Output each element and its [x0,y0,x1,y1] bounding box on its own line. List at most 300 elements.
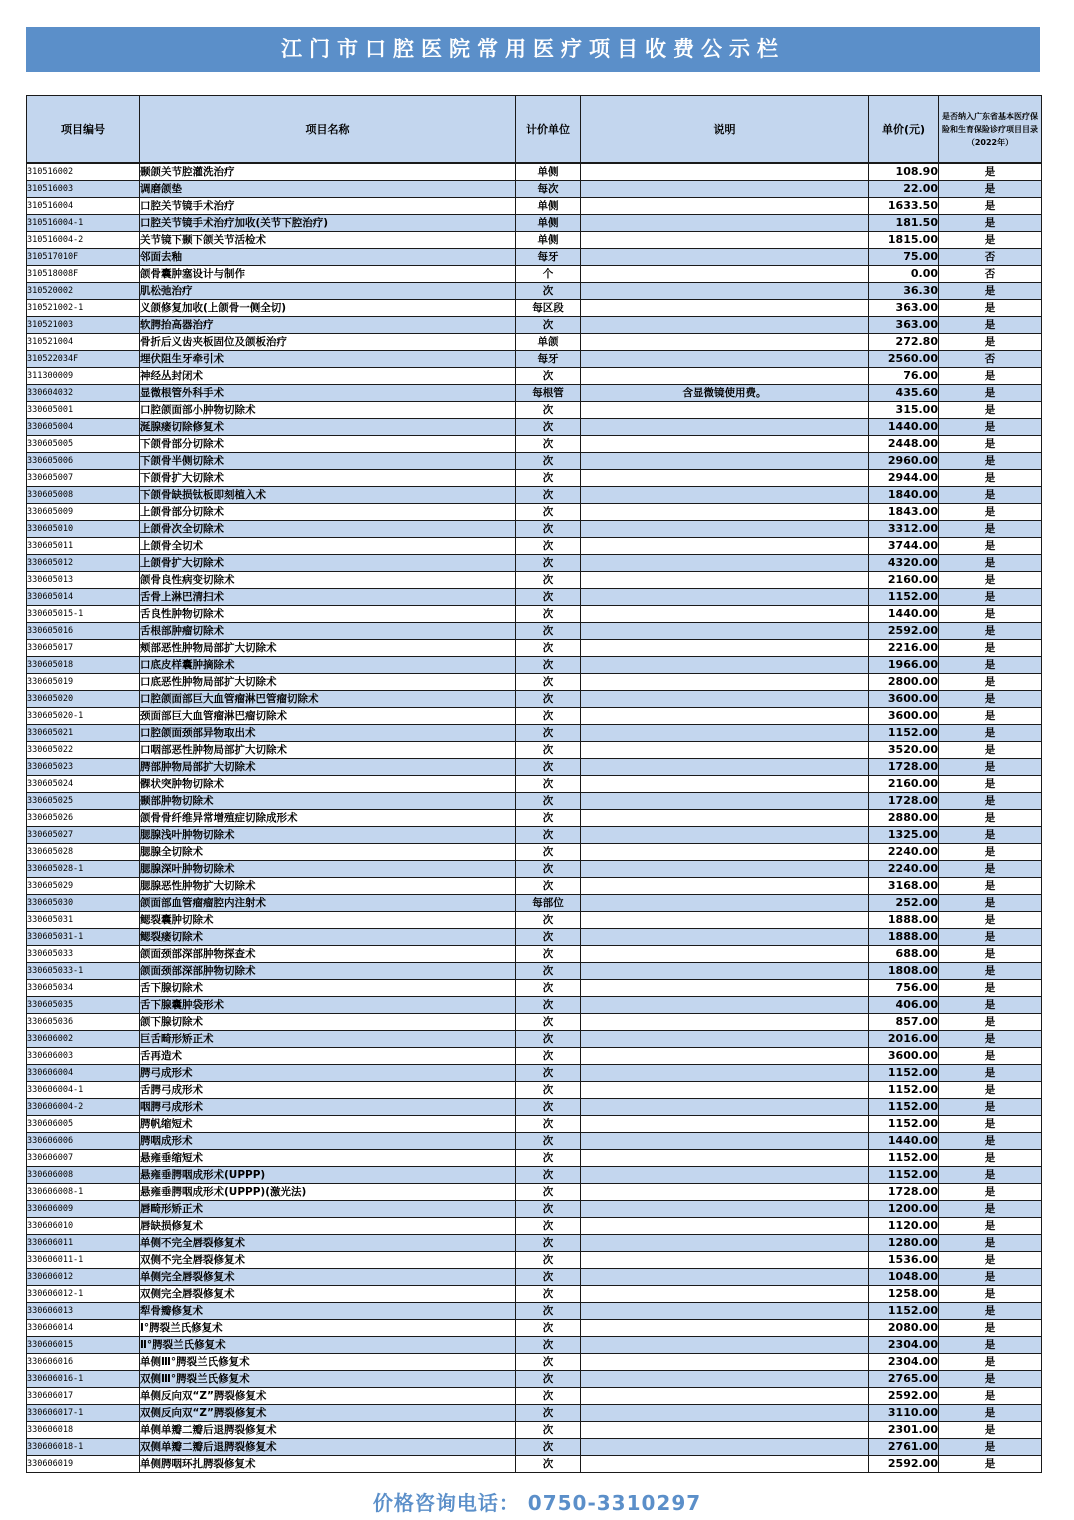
table-row [27,673,1042,690]
cell-price: 1808.00 [869,962,939,979]
table-row [27,231,1042,248]
cell-code: 330606018-1 [27,1438,140,1455]
cell-desc [581,537,869,554]
cell-insured: 是 [939,486,1042,503]
cell-insured: 是 [939,979,1042,996]
cell-unit: 次 [516,282,581,299]
cell-unit: 次 [516,1319,581,1336]
cell-name: 舌根部肿瘤切除术 [140,622,516,639]
cell-insured: 是 [939,333,1042,350]
cell-insured: 是 [939,163,1042,180]
cell-price: 2592.00 [869,622,939,639]
cell-insured: 是 [939,826,1042,843]
table-row [27,809,1042,826]
fee-table [26,95,1042,1473]
cell-desc [581,775,869,792]
cell-desc [581,1166,869,1183]
cell-desc [581,1115,869,1132]
cell-unit: 次 [516,690,581,707]
cell-insured: 是 [939,1098,1042,1115]
cell-unit: 次 [516,452,581,469]
table-row [27,1319,1042,1336]
cell-name: 腭弓成形术 [140,1064,516,1081]
cell-unit: 每根管 [516,384,581,401]
cell-code: 330605024 [27,775,140,792]
table-row [27,605,1042,622]
cell-price: 1888.00 [869,911,939,928]
cell-code: 330605006 [27,452,140,469]
cell-price: 2240.00 [869,843,939,860]
cell-code: 330606016-1 [27,1370,140,1387]
cell-unit: 次 [516,707,581,724]
table-header-row [27,96,1042,164]
cell-name: 关节镜下颞下颌关节活检术 [140,231,516,248]
cell-code: 310521004 [27,333,140,350]
cell-name: 舌良性肿物切除术 [140,605,516,622]
cell-price: 2560.00 [869,350,939,367]
cell-code: 330605017 [27,639,140,656]
table-row [27,588,1042,605]
cell-unit: 次 [516,741,581,758]
cell-desc [581,1285,869,1302]
cell-code: 330605012 [27,554,140,571]
cell-name: 单侧单瓣二瓣后退腭裂修复术 [140,1421,516,1438]
cell-name: 口腔关节镜手术治疗加收(关节下腔治疗) [140,214,516,231]
cell-code: 330605025 [27,792,140,809]
cell-insured: 是 [939,945,1042,962]
cell-price: 1843.00 [869,503,939,520]
cell-insured: 是 [939,180,1042,197]
cell-unit: 次 [516,316,581,333]
cell-price: 1152.00 [869,1166,939,1183]
cell-name: 颌下腺切除术 [140,1013,516,1030]
cell-code: 330605015-1 [27,605,140,622]
cell-name: 口底皮样囊肿摘除术 [140,656,516,673]
cell-name: 颞颌关节腔灌洗治疗 [140,163,516,180]
cell-desc [581,469,869,486]
cell-insured: 是 [939,231,1042,248]
cell-desc [581,741,869,758]
cell-code: 330606010 [27,1217,140,1234]
cell-desc [581,1030,869,1047]
cell-insured: 是 [939,418,1042,435]
cell-code: 310521002-1 [27,299,140,316]
cell-name: 口腔颌面部巨大血管瘤淋巴管瘤切除术 [140,690,516,707]
cell-price: 0.00 [869,265,939,282]
cell-insured: 是 [939,1081,1042,1098]
cell-desc [581,826,869,843]
cell-unit: 次 [516,1404,581,1421]
cell-insured: 是 [939,537,1042,554]
cell-code: 330605016 [27,622,140,639]
cell-desc [581,333,869,350]
cell-desc [581,945,869,962]
cell-desc [581,231,869,248]
cell-insured: 是 [939,1149,1042,1166]
page-title: 江门市口腔医院常用医疗项目收费公示栏 [26,27,1040,72]
cell-unit: 次 [516,605,581,622]
cell-price: 3600.00 [869,707,939,724]
cell-unit: 次 [516,1064,581,1081]
cell-code: 330605036 [27,1013,140,1030]
cell-insured: 是 [939,877,1042,894]
cell-code: 310516003 [27,180,140,197]
cell-insured: 是 [939,1183,1042,1200]
cell-desc [581,1098,869,1115]
cell-unit: 次 [516,1455,581,1472]
cell-insured: 是 [939,1319,1042,1336]
table-row [27,503,1042,520]
cell-name: 单侧反向双“Z”腭裂修复术 [140,1387,516,1404]
cell-price: 2080.00 [869,1319,939,1336]
table-row [27,775,1042,792]
table-row [27,1115,1042,1132]
cell-name: 颌面颈部深部肿物探查术 [140,945,516,962]
cell-code: 330606006 [27,1132,140,1149]
cell-unit: 次 [516,945,581,962]
cell-insured: 是 [939,1387,1042,1404]
cell-insured: 是 [939,656,1042,673]
cell-code: 330605010 [27,520,140,537]
cell-insured: 是 [939,1438,1042,1455]
cell-unit: 次 [516,503,581,520]
cell-unit: 次 [516,979,581,996]
cell-desc [581,1251,869,1268]
cell-unit: 次 [516,1438,581,1455]
cell-unit: 次 [516,996,581,1013]
cell-price: 1815.00 [869,231,939,248]
cell-name: 颌面颈部深部肿物切除术 [140,962,516,979]
cell-name: 舌再造术 [140,1047,516,1064]
cell-unit: 次 [516,1013,581,1030]
cell-desc [581,435,869,452]
cell-insured: 是 [939,452,1042,469]
cell-name: 口腔颌面部小肿物切除术 [140,401,516,418]
cell-desc [581,1455,869,1472]
cell-unit: 次 [516,826,581,843]
cell-desc [581,1336,869,1353]
table-row [27,520,1042,537]
cell-code: 330606013 [27,1302,140,1319]
table-row [27,282,1042,299]
table-row [27,469,1042,486]
cell-name: 义颌修复加收(上颌骨一侧全切) [140,299,516,316]
table-row [27,928,1042,945]
cell-desc [581,554,869,571]
cell-code: 330605007 [27,469,140,486]
cell-code: 310522034F [27,350,140,367]
table-row [27,1030,1042,1047]
cell-insured: 是 [939,435,1042,452]
cell-unit: 每牙 [516,350,581,367]
cell-desc [581,350,869,367]
cell-code: 330606012-1 [27,1285,140,1302]
table-row [27,741,1042,758]
cell-name: 颌骨骨纤维异常增殖症切除成形术 [140,809,516,826]
cell-code: 330605019 [27,673,140,690]
cell-price: 3600.00 [869,1047,939,1064]
cell-unit: 次 [516,877,581,894]
cell-insured: 是 [939,197,1042,214]
cell-desc [581,180,869,197]
cell-price: 1152.00 [869,1064,939,1081]
table-row [27,435,1042,452]
cell-price: 2160.00 [869,571,939,588]
cell-desc [581,1404,869,1421]
cell-unit: 次 [516,1183,581,1200]
cell-price: 252.00 [869,894,939,911]
table-row [27,945,1042,962]
cell-unit: 次 [516,860,581,877]
cell-code: 330606008 [27,1166,140,1183]
table-row [27,1166,1042,1183]
cell-insured: 是 [939,843,1042,860]
cell-desc [581,877,869,894]
table-row [27,826,1042,843]
cell-price: 2880.00 [869,809,939,826]
cell-name: 颈面部巨大血管瘤淋巴瘤切除术 [140,707,516,724]
cell-code: 330606002 [27,1030,140,1047]
cell-name: 单侧不完全唇裂修复术 [140,1234,516,1251]
cell-code: 311300009 [27,367,140,384]
cell-name: 咽腭弓成形术 [140,1098,516,1115]
cell-unit: 次 [516,758,581,775]
cell-price: 3168.00 [869,877,939,894]
cell-name: 鳃裂囊肿切除术 [140,911,516,928]
table-row [27,350,1042,367]
cell-name: 腮腺深叶肿物切除术 [140,860,516,877]
table-row [27,1013,1042,1030]
cell-unit: 次 [516,1302,581,1319]
cell-name: 口底恶性肿物局部扩大切除术 [140,673,516,690]
cell-name: 下颌骨半侧切除术 [140,452,516,469]
cell-desc [581,401,869,418]
cell-unit: 次 [516,1421,581,1438]
cell-name: 上颌骨全切术 [140,537,516,554]
cell-desc [581,1234,869,1251]
cell-code: 330605031 [27,911,140,928]
cell-code: 310516004-2 [27,231,140,248]
cell-code: 330605028-1 [27,860,140,877]
table-row [27,1149,1042,1166]
cell-insured: 是 [939,622,1042,639]
cell-name: 舌骨上淋巴清扫术 [140,588,516,605]
table-row [27,1421,1042,1438]
cell-unit: 次 [516,1353,581,1370]
table-row [27,163,1042,180]
cell-price: 2016.00 [869,1030,939,1047]
cell-code: 310516004-1 [27,214,140,231]
cell-name: 舌下腺囊肿袋形术 [140,996,516,1013]
table-row [27,1200,1042,1217]
cell-insured: 是 [939,1166,1042,1183]
cell-price: 1536.00 [869,1251,939,1268]
cell-name: 双侧单瓣二瓣后退腭裂修复术 [140,1438,516,1455]
table-row [27,1285,1042,1302]
header-name: 项目名称 [140,96,516,164]
cell-desc [581,690,869,707]
cell-desc [581,979,869,996]
table-row [27,996,1042,1013]
table-row [27,214,1042,231]
cell-price: 75.00 [869,248,939,265]
cell-insured: 是 [939,639,1042,656]
cell-insured: 否 [939,265,1042,282]
cell-unit: 次 [516,1370,581,1387]
cell-name: 神经丛封闭术 [140,367,516,384]
cell-insured: 是 [939,1047,1042,1064]
cell-price: 2304.00 [869,1336,939,1353]
cell-unit: 次 [516,571,581,588]
cell-unit: 次 [516,639,581,656]
cell-unit: 次 [516,843,581,860]
cell-desc [581,792,869,809]
table-row [27,1268,1042,1285]
cell-price: 2240.00 [869,860,939,877]
cell-price: 1200.00 [869,1200,939,1217]
table-row [27,316,1042,333]
cell-desc [581,1064,869,1081]
cell-code: 330605013 [27,571,140,588]
cell-desc [581,707,869,724]
table-row [27,1302,1042,1319]
cell-name: 双侧不完全唇裂修复术 [140,1251,516,1268]
table-row [27,265,1042,282]
table-row [27,401,1042,418]
cell-insured: 是 [939,1370,1042,1387]
table-row [27,1132,1042,1149]
cell-name: 舌腭弓成形术 [140,1081,516,1098]
cell-desc [581,1081,869,1098]
cell-name: 单侧腭咽环扎腭裂修复术 [140,1455,516,1472]
cell-desc [581,758,869,775]
cell-price: 2301.00 [869,1421,939,1438]
cell-unit: 次 [516,911,581,928]
cell-price: 2761.00 [869,1438,939,1455]
cell-desc [581,673,869,690]
cell-code: 330606003 [27,1047,140,1064]
table-row [27,1404,1042,1421]
cell-insured: 是 [939,1013,1042,1030]
header-price: 单价(元) [869,96,939,164]
cell-code: 330606014 [27,1319,140,1336]
cell-code: 330605035 [27,996,140,1013]
cell-insured: 是 [939,1353,1042,1370]
cell-insured: 是 [939,1064,1042,1081]
cell-price: 1280.00 [869,1234,939,1251]
cell-desc [581,503,869,520]
cell-desc [581,1217,869,1234]
cell-unit: 次 [516,724,581,741]
cell-insured: 是 [939,894,1042,911]
cell-price: 108.90 [869,163,939,180]
cell-price: 2592.00 [869,1387,939,1404]
cell-price: 3110.00 [869,1404,939,1421]
cell-price: 76.00 [869,367,939,384]
cell-desc [581,928,869,945]
cell-name: 悬雍垂缩短术 [140,1149,516,1166]
cell-unit: 次 [516,1217,581,1234]
table-row [27,622,1042,639]
cell-code: 330606009 [27,1200,140,1217]
cell-insured: 是 [939,758,1042,775]
cell-unit: 单侧 [516,231,581,248]
cell-desc [581,299,869,316]
cell-desc [581,1200,869,1217]
cell-name: 腭部肿物局部扩大切除术 [140,758,516,775]
cell-name: 口咽部恶性肿物局部扩大切除术 [140,741,516,758]
cell-price: 2960.00 [869,452,939,469]
cell-desc [581,316,869,333]
cell-desc [581,639,869,656]
cell-desc [581,282,869,299]
cell-price: 1325.00 [869,826,939,843]
cell-price: 857.00 [869,1013,939,1030]
cell-price: 2944.00 [869,469,939,486]
cell-unit: 次 [516,554,581,571]
cell-price: 756.00 [869,979,939,996]
cell-insured: 是 [939,707,1042,724]
cell-insured: 是 [939,469,1042,486]
cell-insured: 是 [939,1336,1042,1353]
cell-price: 2765.00 [869,1370,939,1387]
cell-code: 330605031-1 [27,928,140,945]
cell-code: 330605029 [27,877,140,894]
cell-code: 330605033-1 [27,962,140,979]
table-row [27,843,1042,860]
cell-name: 鳃裂瘘切除术 [140,928,516,945]
cell-price: 1440.00 [869,605,939,622]
table-row [27,656,1042,673]
cell-name: 埋伏阻生牙牵引术 [140,350,516,367]
cell-insured: 是 [939,1455,1042,1472]
cell-desc [581,724,869,741]
cell-code: 330605011 [27,537,140,554]
cell-code: 330606005 [27,1115,140,1132]
cell-price: 406.00 [869,996,939,1013]
table-row [27,180,1042,197]
table-row [27,248,1042,265]
cell-name: 涎腺瘘切除修复术 [140,418,516,435]
cell-name: 软腭抬高器治疗 [140,316,516,333]
table-row [27,724,1042,741]
cell-code: 330606015 [27,1336,140,1353]
cell-unit: 次 [516,418,581,435]
cell-price: 1152.00 [869,724,939,741]
cell-code: 330605033 [27,945,140,962]
cell-price: 435.60 [869,384,939,401]
table-row [27,979,1042,996]
table-row [27,571,1042,588]
cell-desc [581,248,869,265]
table-row [27,418,1042,435]
cell-desc [581,588,869,605]
table-row [27,1081,1042,1098]
cell-price: 3600.00 [869,690,939,707]
table-row [27,1455,1042,1472]
cell-price: 36.30 [869,282,939,299]
cell-price: 2216.00 [869,639,939,656]
cell-desc [581,1149,869,1166]
cell-name: Ⅱ°腭裂兰氏修复术 [140,1336,516,1353]
table-row [27,367,1042,384]
cell-price: 1152.00 [869,588,939,605]
cell-name: 下颌骨部分切除术 [140,435,516,452]
cell-price: 2304.00 [869,1353,939,1370]
cell-name: 腮腺全切除术 [140,843,516,860]
cell-unit: 次 [516,1081,581,1098]
table-row [27,860,1042,877]
